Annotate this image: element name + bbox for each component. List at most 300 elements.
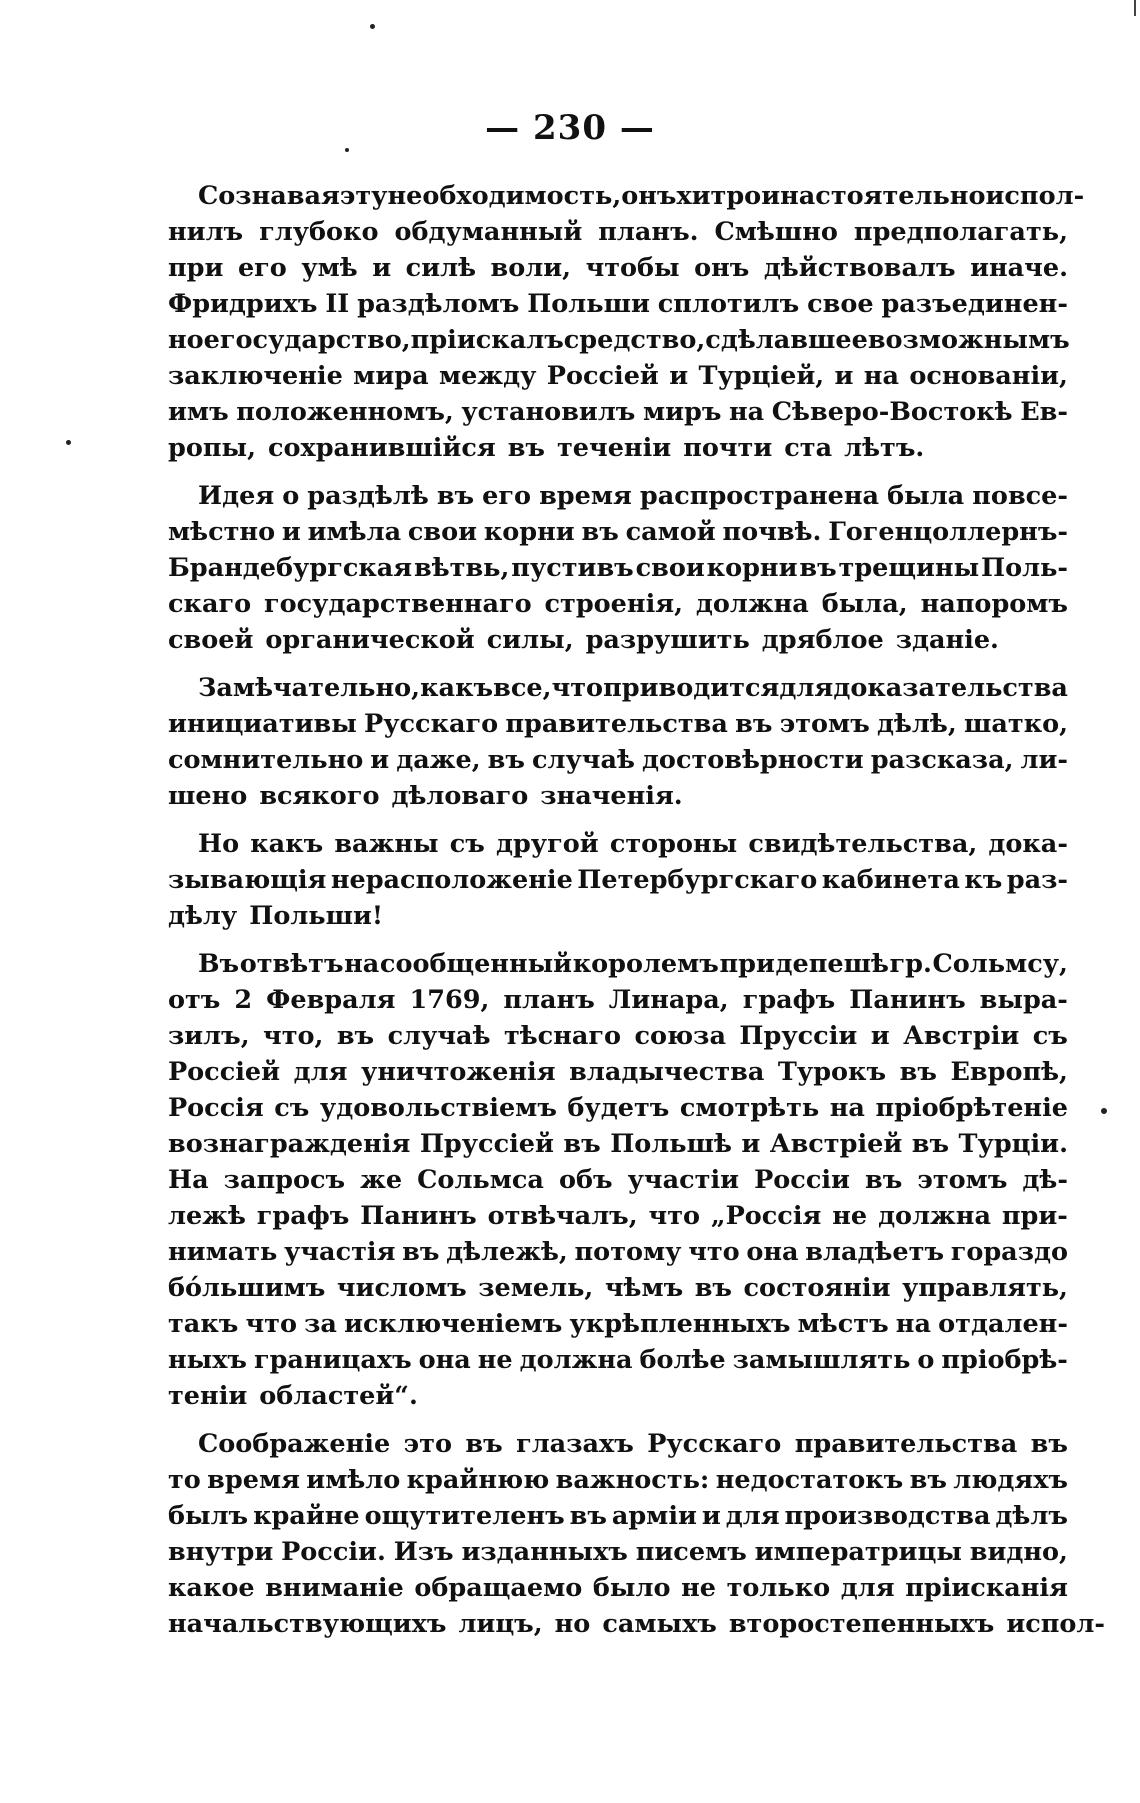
word: при- xyxy=(1001,1201,1068,1231)
word: Польши! xyxy=(249,901,384,931)
word: настоятельно xyxy=(780,181,986,211)
word: нимать xyxy=(168,1237,278,1267)
word: Европѣ, xyxy=(950,1057,1068,1087)
word: Россiя xyxy=(168,1093,264,1123)
word: Въ xyxy=(198,949,240,979)
word: къ xyxy=(964,865,1003,895)
word: прiискалъ xyxy=(410,325,564,355)
word: эту xyxy=(339,181,388,211)
word: время xyxy=(539,481,632,511)
word: не xyxy=(477,1345,513,1375)
text-line xyxy=(168,1426,1068,1462)
word: тенiи xyxy=(168,1381,248,1411)
word: правительства xyxy=(505,709,728,739)
word: вѣтвь, xyxy=(414,553,510,583)
word: имъ xyxy=(168,397,229,427)
word: должна xyxy=(878,1201,991,1231)
word: лицъ, xyxy=(458,1609,543,1639)
word: отдален- xyxy=(938,1309,1068,1339)
word: всякого xyxy=(259,781,380,811)
word: въ xyxy=(487,745,525,775)
word: прiобрѣ- xyxy=(941,1345,1068,1375)
word: испол- xyxy=(985,181,1085,211)
word: на xyxy=(344,949,380,979)
word: и xyxy=(834,361,854,391)
word: въ xyxy=(909,1465,947,1495)
text-line xyxy=(168,322,1068,358)
word: все, xyxy=(493,673,552,703)
word: за xyxy=(304,1309,337,1339)
word: писемъ xyxy=(635,1537,747,1567)
word: Русскаго xyxy=(364,709,499,739)
word: Сольмсу, xyxy=(932,949,1068,979)
word: иначе. xyxy=(970,253,1068,283)
word: Панинъ xyxy=(360,1201,477,1231)
word: испол- xyxy=(1006,1609,1105,1639)
word: Брандебургская xyxy=(168,553,413,583)
word: начальствующихъ xyxy=(168,1609,447,1639)
word: для xyxy=(779,673,834,703)
paragraph xyxy=(168,946,1068,1414)
word: важны xyxy=(334,829,439,859)
word: дѣлежѣ, xyxy=(446,1237,568,1267)
word: прiисканiя xyxy=(905,1573,1068,1603)
word: важность: xyxy=(555,1465,710,1495)
text-line xyxy=(168,622,1068,658)
word: самой xyxy=(625,517,716,547)
word: управлять, xyxy=(902,1273,1068,1303)
word: Поль- xyxy=(981,553,1068,583)
word: зилъ, xyxy=(168,1021,250,1051)
word: о xyxy=(282,481,300,511)
word: была xyxy=(887,481,965,511)
word: имѣла xyxy=(307,517,402,547)
word: Изъ xyxy=(393,1537,454,1567)
word: дѣйствовалъ xyxy=(763,253,956,283)
word: вознагражденiя xyxy=(168,1129,411,1159)
word: и xyxy=(372,253,392,283)
word: Русскаго xyxy=(647,1429,782,1459)
word: распространена xyxy=(639,481,880,511)
text-line xyxy=(168,706,1068,742)
word: его xyxy=(237,253,287,283)
word: владычества xyxy=(569,1057,765,1087)
word: глубоко xyxy=(259,217,379,247)
word: онъ xyxy=(621,181,677,211)
word: Пруссiей xyxy=(419,1129,554,1159)
word: гр. xyxy=(889,949,932,979)
word: былъ xyxy=(168,1501,249,1531)
word: такъ xyxy=(168,1309,239,1339)
word: въ xyxy=(563,1129,601,1159)
word: Соображенiе xyxy=(198,1429,391,1459)
word: людяхъ xyxy=(953,1465,1068,1495)
word: чѣмъ xyxy=(604,1273,684,1303)
text-line xyxy=(168,1606,1105,1642)
word: повсе- xyxy=(972,481,1068,511)
word: этомъ xyxy=(779,709,870,739)
word: армiи xyxy=(611,1501,697,1531)
word: средство, xyxy=(563,325,706,355)
word: строенiя, xyxy=(544,589,683,619)
word: II xyxy=(325,289,350,319)
word: кабинета xyxy=(821,865,960,895)
word: основанiи, xyxy=(909,361,1068,391)
text-line xyxy=(168,1570,1068,1606)
word: ныхъ xyxy=(168,1345,247,1375)
word: видно, xyxy=(969,1537,1068,1567)
word: инициативы xyxy=(168,709,357,739)
word: въ xyxy=(569,1501,607,1531)
word: не xyxy=(832,1201,868,1231)
word: какое xyxy=(168,1573,255,1603)
word: зданiе. xyxy=(895,625,999,655)
word: въ xyxy=(911,1129,950,1159)
word: въ xyxy=(799,553,837,583)
word: органической xyxy=(265,625,475,655)
word: въ xyxy=(336,1021,375,1051)
text-line xyxy=(168,1378,1068,1414)
word: запросъ xyxy=(223,1165,346,1195)
word: хитро xyxy=(676,181,762,211)
word: при xyxy=(168,253,224,283)
word: разъединен- xyxy=(881,289,1068,319)
word: дока- xyxy=(988,829,1068,859)
word: Австрiи xyxy=(903,1021,1020,1051)
word: шатко, xyxy=(963,709,1068,739)
word: въ xyxy=(402,1237,440,1267)
word: крайнюю xyxy=(406,1465,550,1495)
word: съ xyxy=(449,829,485,859)
word: въ xyxy=(735,709,773,739)
word: Турцiи. xyxy=(958,1129,1068,1159)
word: что xyxy=(688,1237,740,1267)
word: мѣстно xyxy=(168,517,276,547)
word: Турокъ xyxy=(777,1057,887,1087)
text-line xyxy=(168,1462,1068,1498)
word: Турцiей, xyxy=(698,361,825,391)
word: съ xyxy=(274,1093,310,1123)
word: почти xyxy=(683,433,773,463)
text-line xyxy=(168,778,1068,814)
word: тѣснаго xyxy=(503,1021,622,1051)
word: она xyxy=(746,1237,799,1267)
word: укрѣпленныхъ xyxy=(569,1309,791,1339)
word: зывающiя xyxy=(168,865,327,895)
word: объ xyxy=(558,1165,613,1195)
text-line xyxy=(168,898,1068,934)
word: приводится xyxy=(603,673,780,703)
word: свои xyxy=(407,517,478,547)
word: на xyxy=(729,397,765,427)
word: въ xyxy=(465,1429,503,1459)
paragraph xyxy=(168,478,1068,658)
word: Смѣшно xyxy=(714,217,838,247)
word: напоромъ xyxy=(920,589,1068,619)
word: На xyxy=(168,1165,209,1195)
word: на xyxy=(863,361,899,391)
word: депешѣ xyxy=(775,949,889,979)
word: дѣлъ xyxy=(995,1501,1068,1531)
word: отъ xyxy=(168,985,221,1015)
word: случаѣ xyxy=(387,1021,491,1051)
word: Замѣчательно, xyxy=(198,673,421,703)
word: Россiи. xyxy=(281,1537,386,1567)
scan-edge-mark xyxy=(1134,0,1136,16)
word: же xyxy=(360,1165,403,1195)
word: Сольмса xyxy=(417,1165,544,1195)
word: отвѣтъ xyxy=(239,949,344,979)
word: что, xyxy=(263,1021,324,1051)
word: значенiя. xyxy=(540,781,683,811)
word: и xyxy=(701,1501,721,1531)
paragraph xyxy=(168,670,1068,814)
word: ропы, xyxy=(168,433,256,463)
word: онъ xyxy=(694,253,750,283)
word: даже, xyxy=(396,745,481,775)
word: потому xyxy=(574,1237,682,1267)
word: 2 xyxy=(234,985,253,1015)
text-line xyxy=(168,1498,1068,1534)
word: Пруссiи xyxy=(739,1021,858,1051)
text-line xyxy=(168,586,1068,622)
word: ощутителенъ xyxy=(364,1501,565,1531)
paragraph xyxy=(168,1426,1105,1642)
word: недостатокъ xyxy=(715,1465,904,1495)
word: замышлять xyxy=(732,1345,911,1375)
word: пустивъ xyxy=(511,553,634,583)
word: миръ xyxy=(642,397,722,427)
text-line xyxy=(168,1018,1068,1054)
word: она xyxy=(418,1345,471,1375)
text-line xyxy=(168,1054,1068,1090)
word: государственнаго xyxy=(264,589,532,619)
word: его xyxy=(482,481,532,511)
word: мира xyxy=(353,361,429,391)
word: стороны xyxy=(609,829,738,859)
scan-speck xyxy=(1101,1108,1107,1114)
word: бо́льшимъ xyxy=(168,1273,326,1303)
word: и xyxy=(281,517,301,547)
word: Панинъ xyxy=(849,985,966,1015)
word: Идея xyxy=(198,481,275,511)
word: какъ xyxy=(420,673,494,703)
word: что xyxy=(648,1201,701,1231)
word: сомнительно xyxy=(168,745,364,775)
word: доказательства xyxy=(833,673,1068,703)
word: на xyxy=(895,1309,931,1339)
word: корни xyxy=(483,517,575,547)
text-line xyxy=(168,358,1068,394)
word: Февраля xyxy=(266,985,396,1015)
word: была, xyxy=(821,589,908,619)
word: дѣловаго xyxy=(391,781,529,811)
word: въ xyxy=(436,481,475,511)
word: Петербургскаго xyxy=(577,865,818,895)
word: ли- xyxy=(1020,745,1068,775)
word: изданныхъ xyxy=(461,1537,628,1567)
word: производства xyxy=(784,1501,991,1531)
word: графъ xyxy=(742,985,836,1015)
word: силы, xyxy=(486,625,574,655)
word: то xyxy=(168,1465,201,1495)
word: удовольствiемъ xyxy=(319,1093,557,1123)
word: внутри xyxy=(168,1537,274,1567)
text-line xyxy=(168,982,1068,1018)
body-text xyxy=(168,178,1105,1654)
word: сохранившiйся xyxy=(267,433,496,463)
word: нилъ xyxy=(168,217,244,247)
word: Линара, xyxy=(608,985,729,1015)
text-line xyxy=(168,430,1068,466)
text-line xyxy=(168,742,1068,778)
word: Сознавая xyxy=(198,181,340,211)
word: лѣтъ. xyxy=(844,433,925,463)
word: обращаемо xyxy=(414,1573,583,1603)
word: должна xyxy=(519,1345,633,1375)
scan-speck xyxy=(345,148,349,152)
word: королемъ xyxy=(572,949,719,979)
word: участiи xyxy=(627,1165,740,1195)
word: случаѣ xyxy=(531,745,635,775)
word: раз- xyxy=(1006,865,1068,895)
word: свидѣтельства, xyxy=(748,829,978,859)
word: дряблое xyxy=(761,625,884,655)
word: возможнымъ xyxy=(867,325,1070,355)
word: Австрiей xyxy=(769,1129,903,1159)
word: правительства xyxy=(794,1429,1018,1459)
word: состоянiи xyxy=(743,1273,891,1303)
word: разрушить xyxy=(585,625,750,655)
word: и xyxy=(870,1021,890,1051)
word: дѣлѣ, xyxy=(877,709,957,739)
text-line xyxy=(168,1342,1068,1378)
text-line xyxy=(168,178,1085,214)
text-line xyxy=(168,478,1068,514)
word: корни xyxy=(706,553,798,583)
word: въ xyxy=(865,1165,903,1195)
word: разсказа, xyxy=(870,745,1014,775)
word: только xyxy=(726,1573,831,1603)
word: это xyxy=(403,1429,452,1459)
word: но xyxy=(554,1609,591,1639)
word: чтобы xyxy=(585,253,680,283)
word: графъ xyxy=(256,1201,350,1231)
word: второстепенныхъ xyxy=(728,1609,995,1639)
word: свои xyxy=(635,553,705,583)
word: областей“. xyxy=(259,1381,418,1411)
word: установилъ xyxy=(461,397,636,427)
word: уничтоженiя xyxy=(361,1057,556,1087)
word: нерасположенiе xyxy=(330,865,573,895)
word: будетъ xyxy=(567,1093,670,1123)
text-line xyxy=(168,1306,1068,1342)
word: самыхъ xyxy=(602,1609,717,1639)
word: Ев- xyxy=(1020,397,1068,427)
word: трещины xyxy=(838,553,980,583)
word: въ xyxy=(694,1273,732,1303)
word: ста xyxy=(784,433,833,463)
word: Россiей xyxy=(168,1057,281,1087)
word: заключенiе xyxy=(168,361,343,391)
word: свое xyxy=(807,289,874,319)
text-line xyxy=(168,946,1068,982)
word: съ xyxy=(1032,1021,1068,1051)
word: болѣе xyxy=(639,1345,726,1375)
word: участiя xyxy=(284,1237,396,1267)
word: обдуманный xyxy=(394,217,583,247)
word: имѣло xyxy=(306,1465,401,1495)
word: крайне xyxy=(253,1501,360,1531)
word: почвѣ. xyxy=(722,517,822,547)
word: достовѣрности xyxy=(641,745,864,775)
word: шено xyxy=(168,781,248,811)
word: прiобрѣтенiе xyxy=(875,1093,1068,1123)
text-line xyxy=(168,1270,1068,1306)
word: не xyxy=(681,1573,716,1603)
scan-speck xyxy=(66,440,71,445)
text-line xyxy=(168,826,1068,862)
text-line xyxy=(168,394,1068,430)
word: между xyxy=(438,361,537,391)
word: сообщенный xyxy=(379,949,573,979)
word: Россiи xyxy=(754,1165,850,1195)
word: глазахъ xyxy=(516,1429,634,1459)
word: о xyxy=(917,1345,935,1375)
word: было xyxy=(592,1573,671,1603)
word: выра- xyxy=(979,985,1068,1015)
word: время xyxy=(207,1465,300,1495)
text-line xyxy=(168,670,1068,706)
word: планъ xyxy=(503,985,595,1015)
word: императрицы xyxy=(754,1537,962,1567)
word: Сѣверо-Востокѣ xyxy=(771,397,1013,427)
word: въ xyxy=(1030,1429,1068,1459)
word: теченiи xyxy=(557,433,672,463)
word: своей xyxy=(168,625,254,655)
word: дѣлу xyxy=(168,901,238,931)
word: воли, xyxy=(490,253,572,283)
word: и xyxy=(761,181,781,211)
word: и xyxy=(669,361,689,391)
text-line xyxy=(168,550,1068,586)
word: государство, xyxy=(219,325,411,355)
paragraph xyxy=(168,826,1068,934)
word: необходимость, xyxy=(387,181,622,211)
word: и xyxy=(370,745,390,775)
word: умѣ xyxy=(301,253,358,283)
text-line xyxy=(168,214,1068,250)
word: на xyxy=(829,1093,865,1123)
word: 1769, xyxy=(409,985,490,1015)
text-line xyxy=(168,1534,1068,1570)
word: въ xyxy=(581,517,619,547)
word: владѣетъ xyxy=(805,1237,945,1267)
word: для xyxy=(840,1573,895,1603)
word: земель, xyxy=(478,1273,594,1303)
text-line xyxy=(168,1198,1068,1234)
word: Гогенцоллернъ- xyxy=(828,517,1068,547)
word: какъ xyxy=(250,829,324,859)
word: союза xyxy=(634,1021,726,1051)
text-line xyxy=(168,286,1068,322)
word: числомъ xyxy=(336,1273,467,1303)
paragraph xyxy=(168,178,1085,466)
word: въ xyxy=(507,433,545,463)
text-line xyxy=(168,1162,1068,1198)
word: гораздо xyxy=(950,1237,1068,1267)
word: положенномъ, xyxy=(236,397,454,427)
